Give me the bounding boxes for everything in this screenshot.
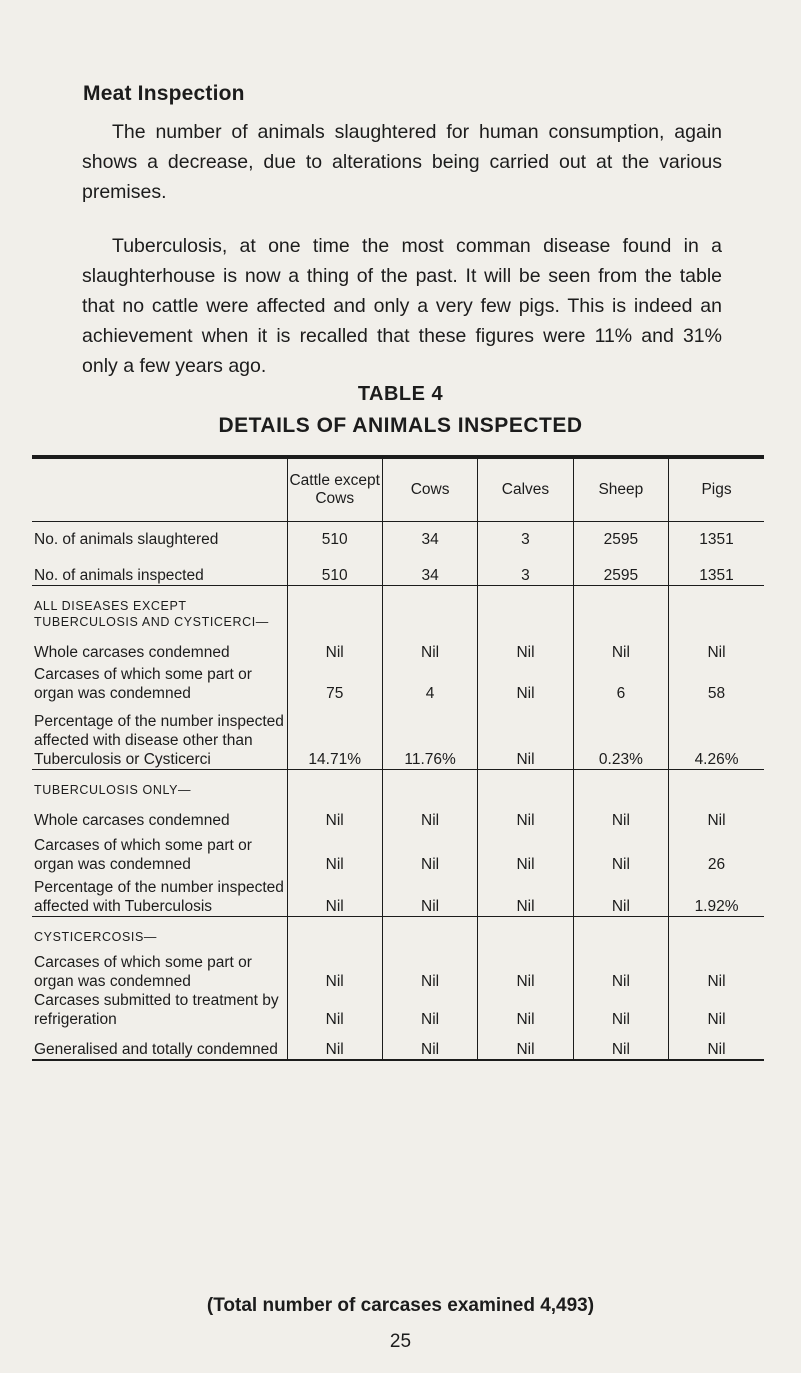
section-header-row — [32, 586, 764, 631]
empty-cell — [382, 770, 477, 799]
section-heading: Meat Inspection — [83, 82, 245, 105]
value-cell: Nil — [573, 830, 668, 874]
column-header: Cows — [382, 457, 477, 522]
empty-cell — [287, 770, 382, 799]
table-row — [32, 874, 764, 917]
row-label: Carcases of which some part or organ was condemned — [34, 837, 252, 873]
table-body — [32, 522, 764, 1061]
table-row — [32, 798, 764, 830]
column-header: Calves — [478, 457, 573, 522]
table-row — [32, 945, 764, 991]
paragraph-2: Tuberculosis, at one time the most comman disease found in a slaughterhouse is now a thing of the past. It will be seen from the table that no cattle were affected and only a very few pigs. This is indeed an achievement when it is recalled that these figures were 11% and 31% only a few years ago. — [82, 235, 722, 377]
column-header: Sheep — [573, 457, 668, 522]
table-row — [32, 991, 764, 1029]
empty-cell — [669, 770, 764, 799]
value-cell: Nil — [573, 798, 668, 830]
empty-cell — [478, 586, 573, 631]
value-cell: Nil — [478, 662, 573, 703]
value-cell: 1351 — [669, 549, 764, 586]
value-cell: 4.26% — [669, 703, 764, 770]
table-row — [32, 662, 764, 703]
value-cell: Nil — [287, 991, 382, 1029]
value-cell: Nil — [382, 945, 477, 991]
value-cell: 58 — [669, 662, 764, 703]
value-cell: Nil — [382, 830, 477, 874]
value-cell: Nil — [573, 991, 668, 1029]
value-cell: Nil — [669, 798, 764, 830]
total-carcases-note: (Total number of carcases examined 4,493) — [206, 1295, 595, 1316]
value-cell: Nil — [573, 874, 668, 917]
section-label: TUBERCULOSIS ONLY— — [34, 783, 192, 797]
paragraph-1: The number of animals slaughtered for human consumption, again shows a decrease, due to alterations being carried out at the various premises. — [82, 121, 722, 203]
value-cell: Nil — [573, 945, 668, 991]
value-cell: Nil — [287, 798, 382, 830]
empty-cell — [287, 586, 382, 631]
value-cell: Nil — [287, 630, 382, 662]
value-cell: 34 — [382, 522, 477, 550]
table-title: TABLE 4 — [357, 383, 444, 405]
column-header: Pigs — [669, 457, 764, 522]
empty-cell — [478, 917, 573, 946]
table-row — [32, 1029, 764, 1060]
table-row — [32, 522, 764, 550]
row-label: Carcases of which some part or organ was condemned — [34, 954, 252, 990]
empty-cell — [573, 586, 668, 631]
empty-cell — [669, 586, 764, 631]
value-cell: Nil — [478, 703, 573, 770]
row-label: No. of animals inspected — [32, 549, 287, 586]
table-row — [32, 703, 764, 770]
row-label: Percentage of the number inspected affected with Tuberculosis — [32, 874, 287, 917]
value-cell: 14.71% — [287, 703, 382, 770]
value-cell: Nil — [669, 991, 764, 1029]
row-label: Whole carcases condemned — [34, 644, 230, 661]
row-label: Carcases of which some part or organ was condemned — [34, 666, 252, 702]
animals-inspected-table — [32, 455, 764, 1061]
table-row — [32, 549, 764, 586]
value-cell: Nil — [669, 630, 764, 662]
value-cell: Nil — [287, 874, 382, 917]
empty-cell — [478, 770, 573, 799]
value-cell: Nil — [478, 798, 573, 830]
value-cell: Nil — [478, 874, 573, 917]
value-cell: Nil — [382, 874, 477, 917]
value-cell: Nil — [287, 945, 382, 991]
table-row — [32, 830, 764, 874]
empty-cell — [382, 917, 477, 946]
value-cell: 3 — [478, 522, 573, 550]
value-cell: Nil — [382, 798, 477, 830]
value-cell: Nil — [573, 1029, 668, 1060]
value-cell: Nil — [287, 1029, 382, 1060]
value-cell: Nil — [669, 945, 764, 991]
column-header: Cattle except Cows — [287, 457, 382, 522]
value-cell: Nil — [669, 1029, 764, 1060]
value-cell: Nil — [478, 1029, 573, 1060]
value-cell: Nil — [478, 630, 573, 662]
empty-cell — [573, 770, 668, 799]
value-cell: Nil — [382, 991, 477, 1029]
table-header-row — [32, 457, 764, 522]
table-row — [32, 630, 764, 662]
value-cell: 75 — [287, 662, 382, 703]
value-cell: Nil — [382, 1029, 477, 1060]
section-label: CYSTICERCOSIS— — [34, 930, 157, 944]
value-cell: 26 — [669, 830, 764, 874]
value-cell: 2595 — [573, 549, 668, 586]
value-cell: 0.23% — [573, 703, 668, 770]
value-cell: 34 — [382, 549, 477, 586]
page-number: 25 — [389, 1331, 412, 1352]
value-cell: Nil — [287, 830, 382, 874]
section-header-row — [32, 770, 764, 799]
value-cell: 510 — [287, 522, 382, 550]
value-cell: 2595 — [573, 522, 668, 550]
value-cell: 6 — [573, 662, 668, 703]
empty-cell — [573, 917, 668, 946]
row-label: Whole carcases condemned — [34, 812, 230, 829]
row-label: Generalised and totally condemned — [32, 1029, 287, 1060]
table-subtitle: DETAILS OF ANIMALS INSPECTED — [218, 414, 583, 437]
empty-cell — [382, 586, 477, 631]
value-cell: Nil — [478, 991, 573, 1029]
section-header-row — [32, 917, 764, 946]
empty-cell — [287, 917, 382, 946]
value-cell: 11.76% — [382, 703, 477, 770]
row-label: No. of animals slaughtered — [34, 531, 219, 548]
value-cell: 1.92% — [669, 874, 764, 917]
empty-cell — [669, 917, 764, 946]
value-cell: Nil — [478, 945, 573, 991]
value-cell: Nil — [478, 830, 573, 874]
value-cell: 1351 — [669, 522, 764, 550]
value-cell: 4 — [382, 662, 477, 703]
value-cell: 510 — [287, 549, 382, 586]
value-cell: Nil — [573, 630, 668, 662]
header-blank — [32, 457, 287, 522]
row-label: Percentage of the number inspected affected with disease other than Tuberculosis or Cysticerci — [32, 703, 287, 770]
section-label: ALL DISEASES EXCEPT TUBERCULOSIS AND CYSTICERCI— — [34, 599, 269, 629]
value-cell: Nil — [382, 630, 477, 662]
row-label: Carcases submitted to treatment by refrigeration — [34, 992, 279, 1028]
value-cell: 3 — [478, 549, 573, 586]
